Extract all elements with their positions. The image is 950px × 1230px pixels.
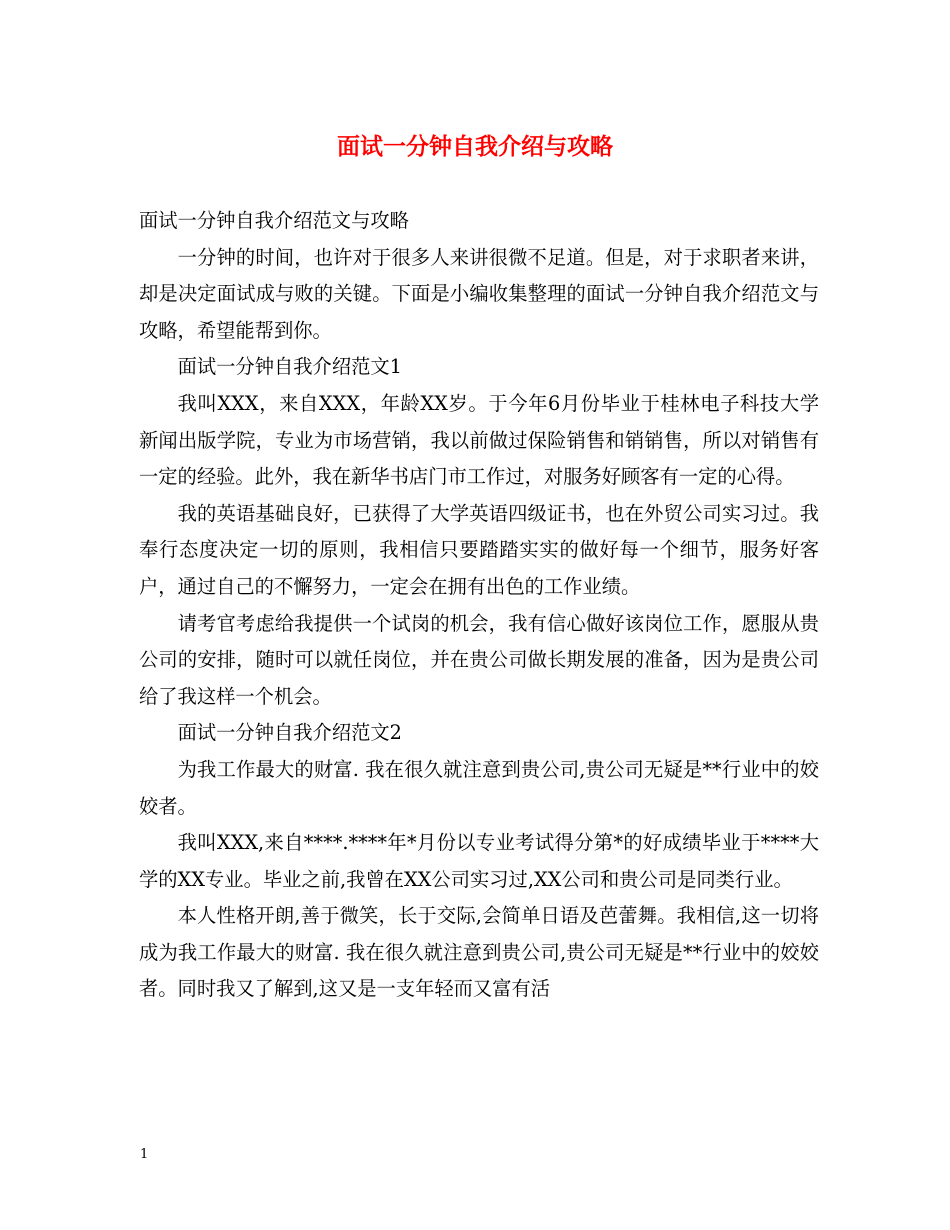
page-number: 1: [140, 1147, 149, 1162]
paragraph: 一分钟的时间，也许对于很多人来讲很微不足道。但是，对于求职者来讲，却是决定面试成与败的关键。下面是小编收集整理的面试一分钟自我介绍范文与攻略，希望能帮到你。: [139, 245, 819, 342]
paragraph: 我叫XXX，来自XXX，年龄XX岁。于今年6月份毕业于桂林电子科技大学新闻出版学院，专业为市场营销，我以前做过保险销售和销销售，所以对销售有一定的经验。此外，我在新华书店门市工作过，对服务好顾客有一定的心得。: [139, 391, 819, 489]
section-heading: 面试一分钟自我介绍范文1: [177, 355, 402, 379]
paragraph: 本人性格开朗,善于微笑，长于交际,会简单日语及芭蕾舞。我相信,这一切将成为我工作最大的财富. 我在很久就注意到贵公司,贵公司无疑是**行业中的姣姣者。同时我又了解到,这又是一支年轻而又富有活: [139, 904, 819, 1001]
paragraph: 为我工作最大的财富. 我在很久就注意到贵公司,贵公司无疑是**行业中的姣姣者。: [139, 757, 819, 818]
document-title: 面试一分钟自我介绍与攻略: [337, 133, 613, 160]
section-heading: 面试一分钟自我介绍范文2: [177, 721, 402, 745]
paragraph: 我的英语基础良好，已获得了大学英语四级证书，也在外贸公司实习过。我奉行态度决定一切的原则，我相信只要踏踏实实的做好每一个细节，服务好客户，通过自己的不懈努力，一定会在拥有出色的工作业绩。: [139, 501, 819, 598]
paragraph: 请考官考虑给我提供一个试岗的机会，我有信心做好该岗位工作，愿服从贵公司的安排，随时可以就任岗位，并在贵公司做长期发展的准备，因为是贵公司给了我这样一个机会。: [139, 611, 819, 708]
document-body: [139, 203, 819, 1008]
paragraph: 我叫XXX,来自****.****年*月份以专业考试得分第*的好成绩毕业于****大学的XX专业。毕业之前,我曾在XX公司实习过,XX公司和贵公司是同类行业。: [139, 831, 819, 891]
paragraph: 面试一分钟自我介绍范文与攻略: [139, 209, 409, 232]
